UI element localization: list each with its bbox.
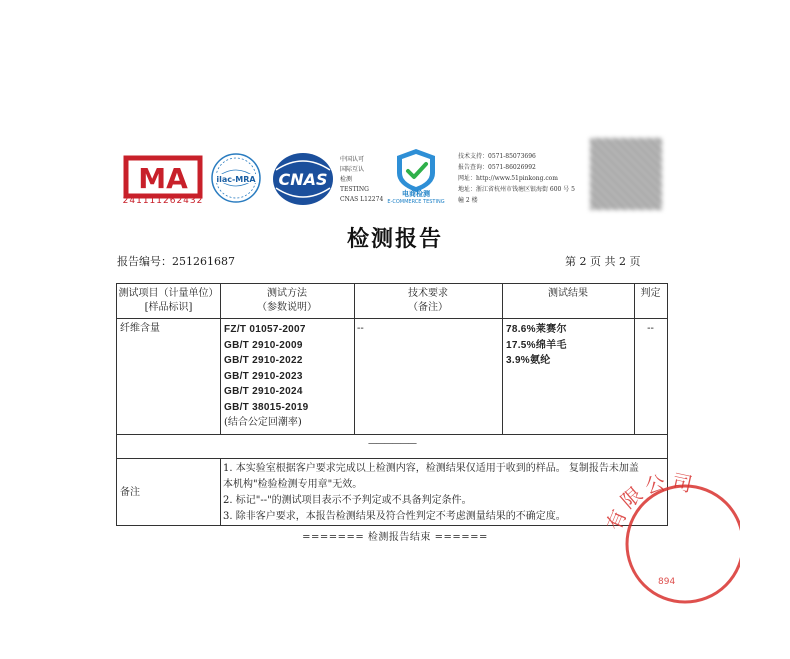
separator: —————— xyxy=(368,439,416,449)
cnas-label: 中国认可 国际互认 检测 TESTING CNAS L12274 xyxy=(340,156,384,203)
header-method: 测试方法 （参数说明） xyxy=(257,288,317,313)
header-item: 测试项目（计量单位） [样品标识] xyxy=(118,288,219,313)
contact-info xyxy=(458,151,588,206)
contact-line: 网址：http://www.51pinkong.com xyxy=(458,175,558,182)
blurred-qr-code xyxy=(590,138,662,210)
notes-label: 备注 xyxy=(120,487,140,498)
row-item: 纤维含量 xyxy=(120,323,160,334)
contact-line: 报告查询：0571-86026992 xyxy=(458,164,536,171)
note-line: 2. 标记"--"的测试项目表示不予判定或不具备判定条件。 xyxy=(223,495,472,506)
note-line: 1. 本实验室根据客户要求完成以上检测内容，检测结果仅适用于收到的样品。 复制报告未加盖 xyxy=(223,463,639,474)
cma-number: 241111262432 xyxy=(122,196,204,206)
contact-line: 地址：浙江省杭州市钱塘区银海街 600 号 5 xyxy=(458,186,575,193)
contact-line: 技术支持：0571-85073696 xyxy=(458,153,536,160)
row-judgement: -- xyxy=(647,323,654,334)
row-methods: FZ/T 01057-2007 GB/T 2910-2009 GB/T 2910-2022 GB/T 2910-2023 GB/T 2910-2024 GB/T 38015-2019 (结合公定回潮率) xyxy=(224,324,309,428)
result-table xyxy=(116,283,668,526)
ilac-text: ilac-MRA xyxy=(216,175,256,184)
ecommerce-label: 电商检测 xyxy=(402,190,430,198)
report-end-marker: ======= 检测报告结束 ====== xyxy=(302,532,488,543)
page-indicator: 第 2 页 共 2 页 xyxy=(565,255,641,268)
header-judgement: 判定 xyxy=(640,288,661,299)
stamp-text: 有限公司 xyxy=(601,469,699,534)
row-results: 78.6%莱赛尔 17.5%绵羊毛 3.9%氨纶 xyxy=(506,324,567,366)
company-stamp xyxy=(600,466,740,606)
contact-line: 幢 2 楼 xyxy=(458,197,478,204)
note-line: 本机构"检验检测专用章"无效。 xyxy=(223,479,363,490)
ecommerce-label-en: E-COMMERCE TESTING xyxy=(387,199,445,205)
report-number: 报告编号：251261687 xyxy=(117,255,235,268)
header-requirement: 技术要求 （备注） xyxy=(408,288,448,313)
row-requirement: -- xyxy=(357,323,364,334)
cma-text: MA xyxy=(138,162,188,195)
note-line: 3. 除非客户要求，本报告检测结果及符合性判定不考虑测量结果的不确定度。 xyxy=(223,511,566,522)
stamp-number: 894 xyxy=(658,577,676,587)
svg-text:有限公司 xyxy=(601,469,698,534)
ilac-mra-logo xyxy=(210,152,262,204)
cnas-logo xyxy=(270,150,336,208)
header-result: 测试结果 xyxy=(548,288,588,299)
report-title: 检测报告 xyxy=(346,226,443,252)
cnas-text: CNAS xyxy=(278,170,328,189)
